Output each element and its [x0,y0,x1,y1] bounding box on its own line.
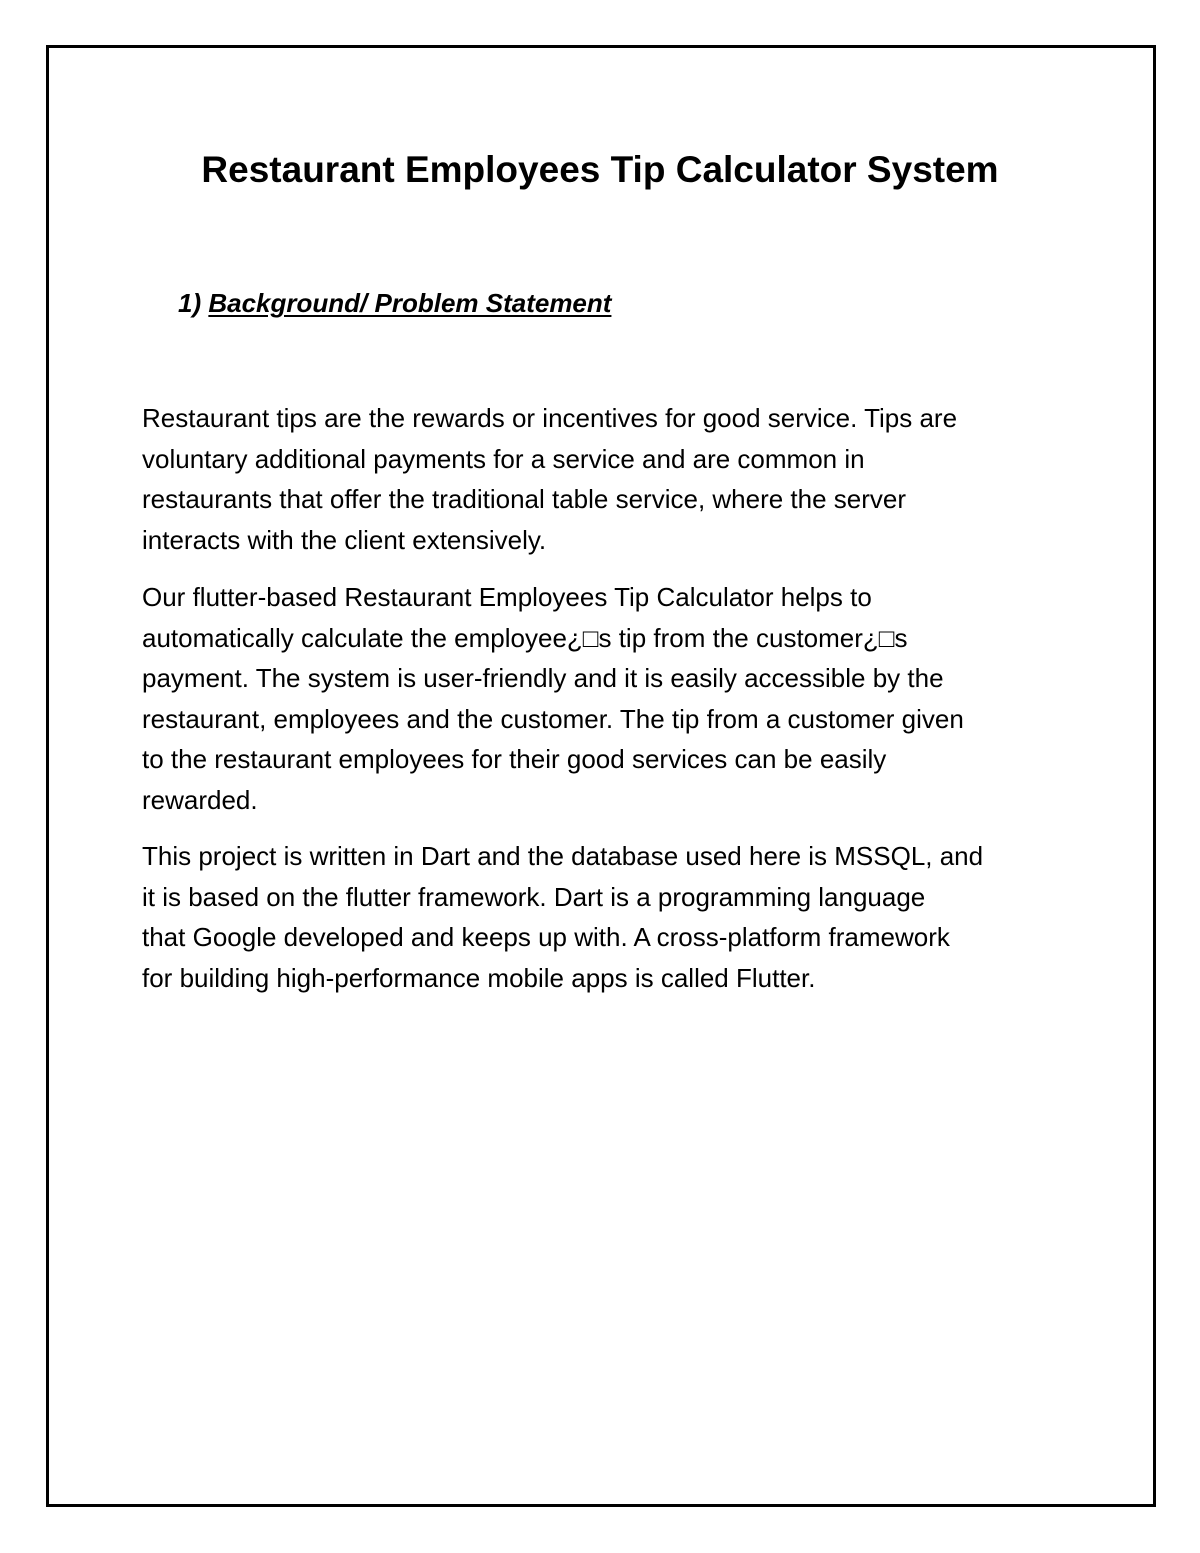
paragraph-intro [142,398,1072,560]
paragraph-line: for building high-performance mobile apps is called Flutter. [142,962,816,993]
paragraph-line: to the restaurant employees for their good services can be easily [142,744,887,774]
paragraph-line: restaurants that offer the traditional table service, where the server [142,484,907,514]
paragraph-line: restaurant, employees and the customer. The tip from a customer given [142,703,964,734]
document-title: Restaurant Employees Tip Calculator System [201,149,999,190]
paragraph-line: Our flutter-based Restaurant Employees Tip Calculator helps to [142,582,872,612]
paragraph-line: automatically calculate the employee¿□s tip from the customer¿□s [142,622,908,653]
paragraph-technology [142,836,1072,998]
paragraph-line: that Google developed and keeps up with. A cross-platform framework [142,922,950,952]
section-heading-text: Background/ Problem Statement [208,288,612,318]
paragraph-line: it is based on the flutter framework. Dart is a programming language [142,881,926,912]
paragraph-line: interacts with the client extensively. [142,524,547,555]
paragraph-system [142,577,1072,820]
paragraph-line: payment. The system is user-friendly and it is easily accessible by the [142,663,944,693]
paragraph-line: Restaurant tips are the rewards or incentives for good service. Tips are [142,403,958,433]
paragraph-line: rewarded. [142,784,258,815]
paragraph-line: voluntary additional payments for a service and are common in [142,443,865,474]
section-number: 1) [178,288,202,318]
paragraph-line: This project is written in Dart and the database used here is MSSQL, and [142,841,984,871]
section-heading [178,288,611,319]
